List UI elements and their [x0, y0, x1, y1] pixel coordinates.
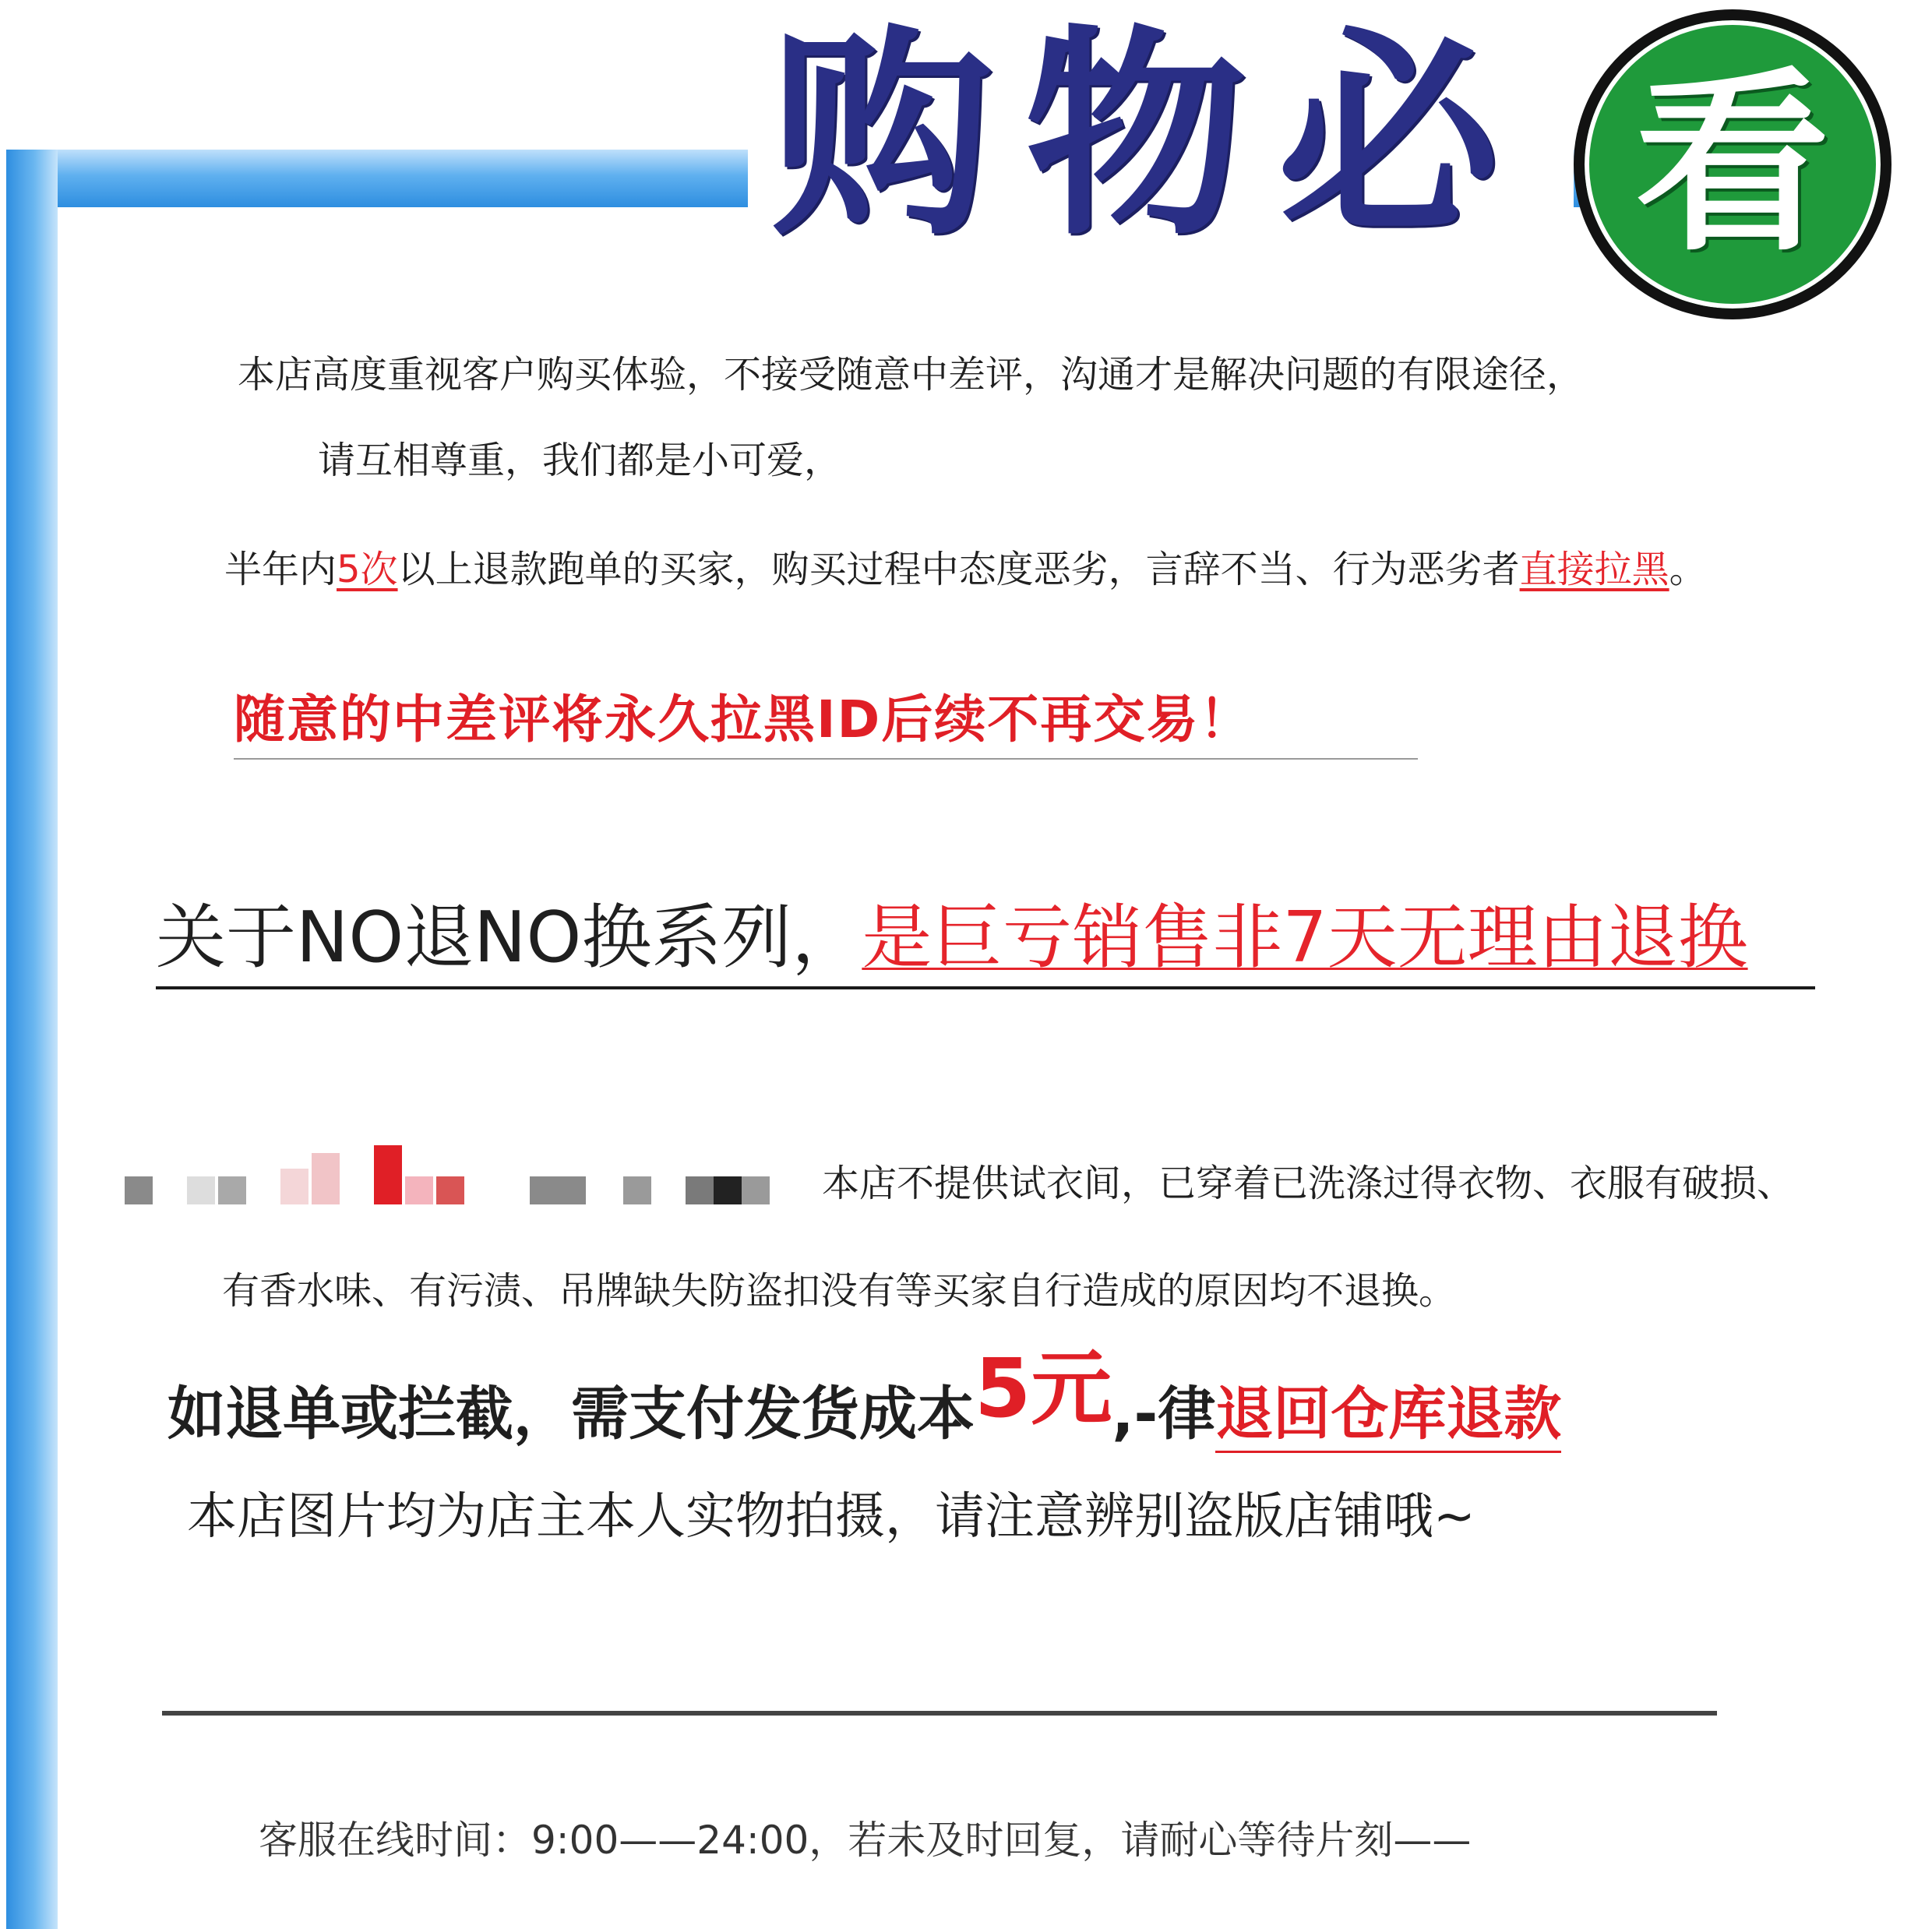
intro-line-1: 本店高度重视客户购买体验，不接受随意中差评，沟通才是解决问题的有限途径， — [238, 353, 1585, 397]
intro-line-3 — [224, 539, 1707, 593]
policy-line-1: 本店不提供试衣间，已穿着已洗涤过得衣物、衣服有破损、 — [822, 1162, 1795, 1205]
authentic-photo-note: 本店图片均为店主本人实物拍摄，请注意辨别盗版店铺哦~ — [187, 1488, 1475, 1546]
refund-count-highlight: 5次 — [337, 548, 398, 591]
no-return-heading — [156, 880, 1815, 989]
bad-review-warning: 随意的中差评将永久拉黑ID后续不再交易！ — [234, 678, 1418, 760]
look-badge-icon — [1574, 9, 1891, 319]
policy-line-2: 有香水味、有污渍、吊牌缺失防盗扣没有等买家自行造成的原因均不退换。 — [222, 1269, 1457, 1313]
refund-middle: ,-律 — [1112, 1381, 1216, 1448]
pixelated-redaction — [125, 1137, 787, 1208]
intro-line-3-end: 。 — [1669, 548, 1707, 591]
intro-line-3-prefix: 半年内 — [224, 548, 337, 591]
blacklist-highlight: 直接拉黑 — [1519, 548, 1669, 591]
refund-prefix: 如退单或拦截，需支付发货成本 — [167, 1381, 975, 1448]
no-return-highlight: 是巨亏销售非7天无理由退换 — [862, 897, 1748, 979]
no-return-prefix: 关于NO退NO换系列， — [156, 897, 862, 979]
service-hours: 客服在线时间：9:00——24:00，若未及时回复，请耐心等待片刻—— — [259, 1818, 1472, 1863]
shipping-cost-amount: 5元 — [975, 1341, 1112, 1436]
frame-left-bar — [6, 150, 58, 1929]
badge-label: 看 — [1635, 51, 1830, 277]
section-divider — [162, 1711, 1717, 1716]
intro-line-3-middle: 以上退款跑单的买家，购买过程中态度恶劣，言辞不当、行为恶劣者 — [397, 548, 1520, 591]
intro-line-2: 请互相尊重，我们都是小可爱， — [318, 439, 842, 482]
page-title: 购物必 — [771, 7, 1531, 266]
refund-notice — [167, 1340, 1561, 1457]
return-warehouse-highlight: 退回仓库退款 — [1215, 1381, 1561, 1453]
